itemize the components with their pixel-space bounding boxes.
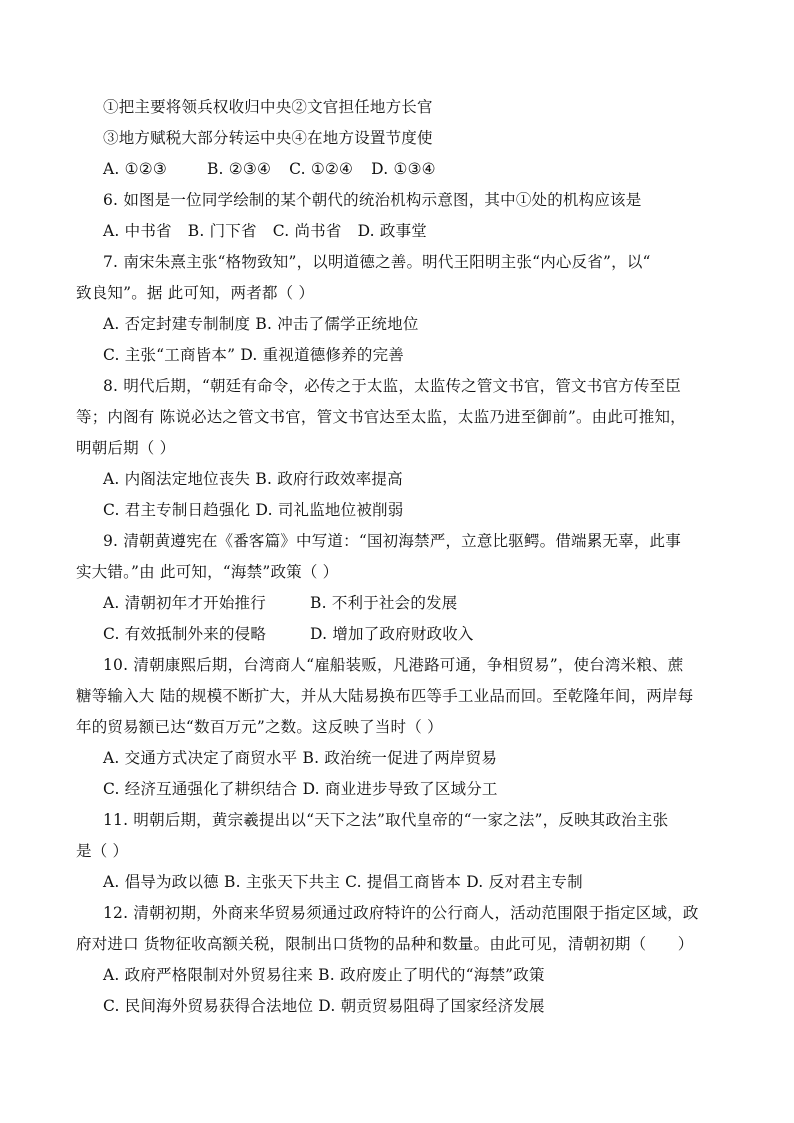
q8-options-ab: A. 内阁法定地位丧失 B. 政府行政效率提高 xyxy=(103,470,403,488)
q5-choice-line-2: ③地方赋税大部分转运中央④在地方设置节度使 xyxy=(103,129,433,147)
q7-options-cd: C. 主张“工商皆本” D. 重视道德修养的完善 xyxy=(103,346,404,364)
q7-options-ab: A. 否定封建专制制度 B. 冲击了儒学正统地位 xyxy=(103,315,419,333)
q8-stem-line-3: 明朝后期（ ） xyxy=(76,439,176,457)
q10-options-cd: C. 经济互通强化了耕织结合 D. 商业进步导致了区域分工 xyxy=(103,780,498,798)
q10-stem-line-3: 年的贸易额已达“数百万元”之数。这反映了当时（ ） xyxy=(76,718,443,736)
q9-options-cd xyxy=(76,619,724,650)
q5-option-c: C. ①②④ xyxy=(289,160,354,178)
q8-options-cd: C. 君主专制日趋强化 D. 司礼监地位被削弱 xyxy=(103,501,404,519)
q10-options-ab: A. 交通方式决定了商贸水平 B. 政治统一促进了两岸贸易 xyxy=(103,749,498,767)
q11-stem-line-1: 11. 明朝后期，黄宗羲提出以“天下之法”取代皇帝的“一家之法”，反映其政治主张 xyxy=(103,811,669,829)
q6-option-a: A. 中书省 xyxy=(103,222,172,240)
q11-stem-line-2: 是（ ） xyxy=(76,842,129,860)
q9-options-ab xyxy=(76,588,724,619)
q6-option-c: C. 尚书省 xyxy=(272,222,342,240)
q6-option-b: B. 门下省 xyxy=(187,222,257,240)
q5-option-a: A. ①②③ xyxy=(103,160,167,178)
q5-options xyxy=(76,154,724,185)
q12-options-ab: A. 政府严格限制对外贸易往来 B. 政府废止了明代的“海禁”政策 xyxy=(103,966,545,984)
q9-option-c: C. 有效抵制外来的侵略 xyxy=(103,625,267,643)
q11-options: A. 倡导为政以德 B. 主张天下共主 C. 提倡工商皆本 D. 反对君主专制 xyxy=(103,873,583,891)
q10-stem-line-2: 糖等输入大 陆的规模不断扩大，并从大陆易换布匹等手工业品而回。至乾隆年间，两岸每 xyxy=(76,687,694,705)
q9-option-d: D. 增加了政府财政收入 xyxy=(310,625,474,643)
q9-option-a: A. 清朝初年才开始推行 xyxy=(103,594,266,612)
question-list xyxy=(76,92,724,1022)
q12-options-cd: C. 民间海外贸易获得合法地位 D. 朝贡贸易阻碍了国家经济发展 xyxy=(103,997,545,1015)
q5-choice-line-1: ①把主要将领兵权收归中央②文官担任地方长官 xyxy=(103,98,433,116)
q6-stem: 6. 如图是一位同学绘制的某个朝代的统治机构示意图，其中①处的机构应该是 xyxy=(103,191,642,209)
q8-stem-line-2: 等；内阁有 陈说必达之管文书官，管文书官达至太监，太监乃进至御前”。由此可推知， xyxy=(76,408,686,426)
q12-stem-line-1: 12. 清朝初期，外商来华贸易须通过政府特许的公行商人，活动范围限于指定区域，政 xyxy=(103,904,699,922)
q7-stem-line-2: 致良知”。据 此可知，两者都（ ） xyxy=(76,284,315,302)
q6-options xyxy=(76,216,724,247)
q6-option-d: D. 政事堂 xyxy=(357,222,428,240)
q8-stem-line-1: 8. 明代后期，“朝廷有命令，必传之于太监，太监传之管文书官，管文书官方传至臣 xyxy=(103,377,681,395)
q5-option-b: B. ②③④ xyxy=(206,160,272,178)
q10-stem-line-1: 10. 清朝康熙后期，台湾商人“雇船装贩，凡港路可通，争相贸易”，使台湾米粮、蔗 xyxy=(103,656,684,674)
q9-stem-line-2: 实大错。”由 此可知，“海禁”政策（ ） xyxy=(76,563,339,581)
q5-option-d: D. ①③④ xyxy=(371,160,436,178)
q7-stem-line-1: 7. 南宋朱熹主张“格物致知”，以明道德之善。明代王阳明主张“内心反省”，以“ xyxy=(103,253,651,271)
q12-stem-line-2: 府对进口 货物征收高额关税，限制出口货物的品种和数量。由此可见，清朝初期（ ） xyxy=(76,935,694,953)
q9-option-b: B. 不利于社会的发展 xyxy=(310,594,458,612)
q9-stem-line-1: 9. 清朝黄遵宪在《番客篇》中写道：“国初海禁严，立意比驱鳄。借端累无辜，此事 xyxy=(103,532,681,550)
